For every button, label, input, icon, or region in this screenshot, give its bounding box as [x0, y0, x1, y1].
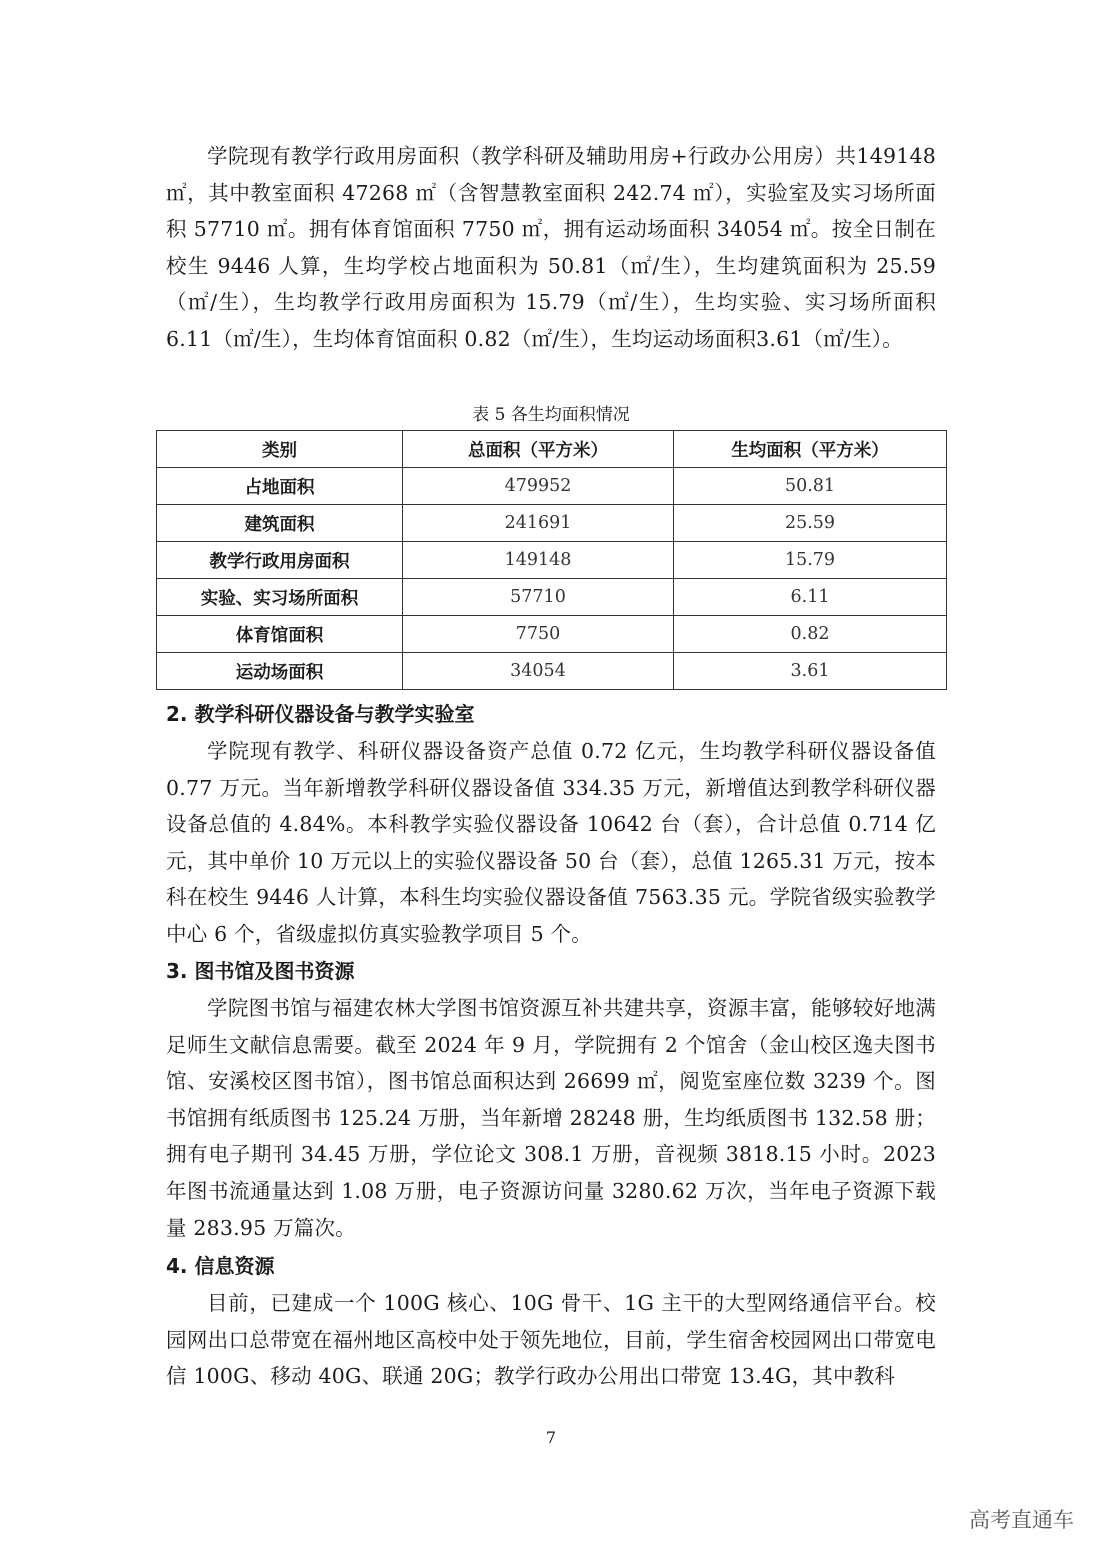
table-row [157, 505, 947, 542]
section-heading-equipment: 2. 教学科研仪器设备与教学实验室 [166, 702, 475, 726]
table-cell-per-student: 50.81 [674, 468, 947, 505]
watermark: 高考直通车 [969, 1508, 1074, 1532]
table-cell-total: 149148 [403, 542, 674, 579]
table-cell-category: 教学行政用房面积 [157, 542, 403, 579]
table-caption: 表 5 各生均面积情况 [472, 405, 630, 425]
table-cell-category: 建筑面积 [157, 505, 403, 542]
paragraph-library: 学院图书馆与福建农林大学图书馆资源互补共建共享，资源丰富，能够较好地满足师生文献信息需要。截至 2024 年 9 月，学院拥有 2 个馆舍（金山校区逸夫图书馆、安溪校区图书馆），图书馆总面积达到 26699 ㎡，阅览室座位数 3239 个。图书馆拥有纸质图书 125.24 万册，当年新增 28248 册，生均纸质图书 132.58 册；拥有电子期刊 34.45 万册，学位论文 308.1 万册，音视频 3818.15 小时。2023 年图书流通量达到 1.08 万册，电子资源访问量 3280.62 万次，当年电子资源下载量 283.95 万篇次。 [166, 996, 936, 1240]
table-cell-total: 479952 [403, 468, 674, 505]
table-header-cell: 总面积（平方米） [403, 431, 674, 468]
paragraph-information: 目前，已建成一个 100G 核心、10G 骨干、1G 主干的大型网络通信平台。校园网出口总带宽在福州地区高校中处于领先地位，目前，学生宿舍校园网出口带宽电信 100G、移动 40G、联通 20G；教学行政办公用出口带宽 13.4G，其中教科 [166, 1291, 936, 1389]
section-heading-information: 4. 信息资源 [166, 1254, 275, 1278]
table-row [157, 468, 947, 505]
table-cell-category: 占地面积 [157, 468, 403, 505]
table-cell-per-student: 15.79 [674, 542, 947, 579]
paragraph-facility-area: 学院现有教学行政用房面积（教学科研及辅助用房+行政办公用房）共149148 ㎡，其中教室面积 47268 ㎡（含智慧教室面积 242.74 ㎡），实验室及实习场所面积 57710 ㎡。拥有体育馆面积 7750 ㎡，拥有运动场面积 34054 ㎡。按全日制在校生 9446 人算，生均学校占地面积为 50.81（㎡/生），生均建筑面积为 25.59（㎡/生），生均教学行政用房面积为 15.79（㎡/生），生均实验、实习场所面积 6.11（㎡/生），生均体育馆面积 0.82（㎡/生），生均运动场面积3.61（㎡/生）。 [166, 144, 936, 351]
page-number: 7 [545, 1428, 557, 1447]
section-heading-library: 3. 图书馆及图书资源 [166, 959, 355, 983]
table-cell-total: 57710 [403, 579, 674, 616]
table-row [157, 579, 947, 616]
table-cell-per-student: 3.61 [674, 653, 947, 690]
table-row [157, 653, 947, 690]
table-cell-total: 34054 [403, 653, 674, 690]
area-table [156, 430, 947, 690]
table-header-row [157, 431, 947, 468]
table-header-cell: 生均面积（平方米） [674, 431, 947, 468]
table-cell-per-student: 25.59 [674, 505, 947, 542]
table-cell-per-student: 6.11 [674, 579, 947, 616]
table-row [157, 616, 947, 653]
table-cell-category: 运动场面积 [157, 653, 403, 690]
table-cell-total: 241691 [403, 505, 674, 542]
table-cell-category: 实验、实习场所面积 [157, 579, 403, 616]
table-cell-category: 体育馆面积 [157, 616, 403, 653]
table-header-cell: 类别 [157, 431, 403, 468]
table-row [157, 542, 947, 579]
table-cell-per-student: 0.82 [674, 616, 947, 653]
table-cell-total: 7750 [403, 616, 674, 653]
paragraph-equipment: 学院现有教学、科研仪器设备资产总值 0.72 亿元，生均教学科研仪器设备值 0.77 万元。当年新增教学科研仪器设备值 334.35 万元，新增值达到教学科研仪器设备总值的 4.84%。本科教学实验仪器设备 10642 台（套），合计总值 0.714 亿元，其中单价 10 万元以上的实验仪器设备 50 台（套），总值 1265.31 万元，按本科在校生 9446 人计算，本科生均实验仪器设备值 7563.35 元。学院省级实验教学中心 6 个，省级虚拟仿真实验教学项目 5 个。 [166, 739, 936, 946]
